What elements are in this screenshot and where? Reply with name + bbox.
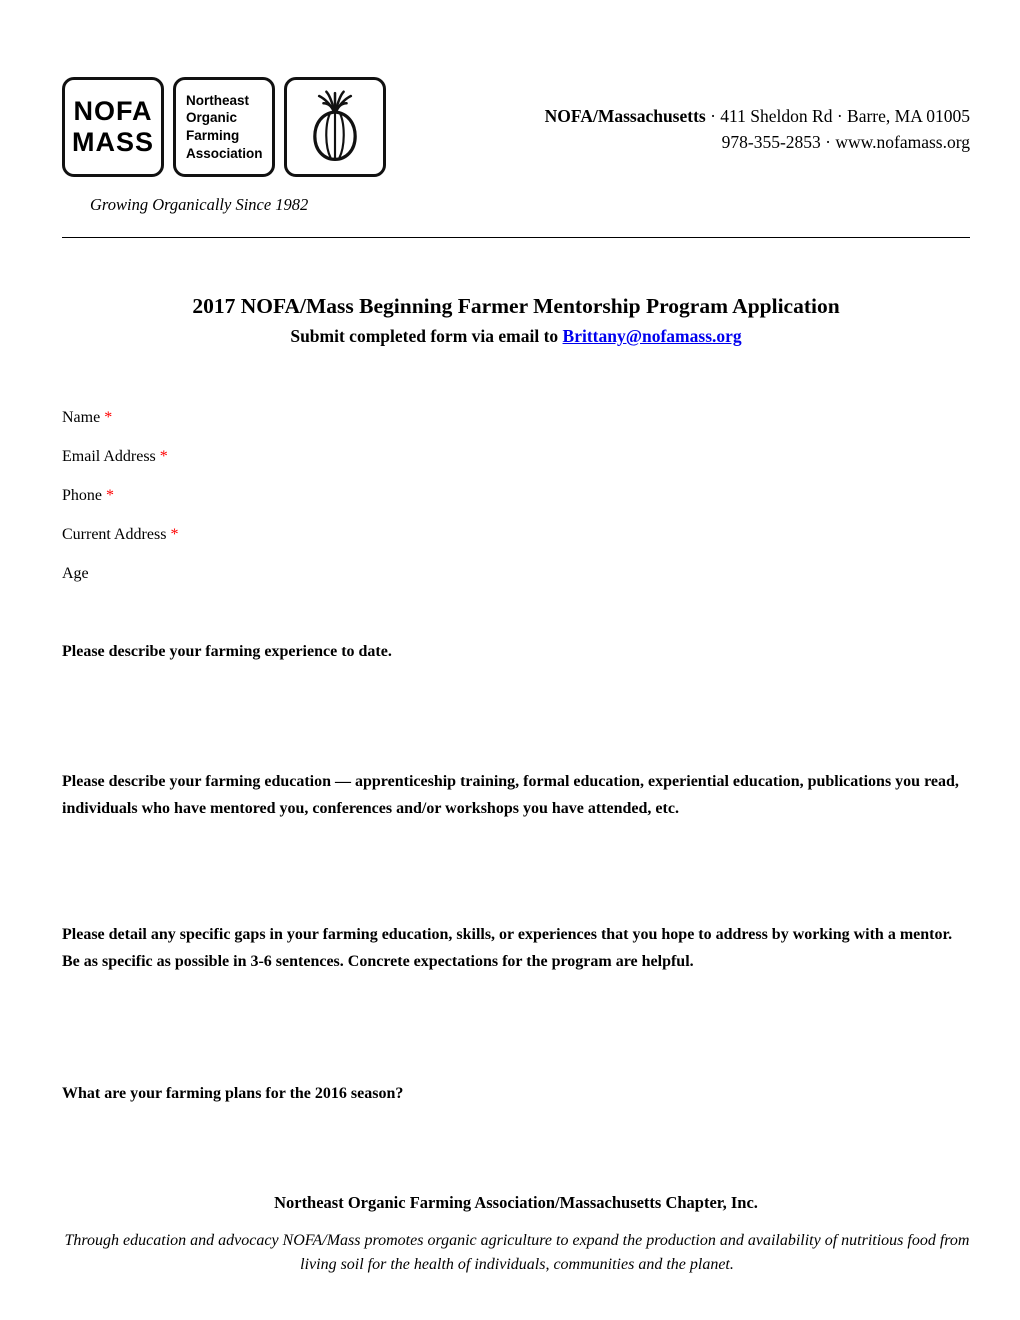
org-address: · 411 Sheldon Rd · Barre, MA 01005 — [705, 106, 970, 126]
org-name: NOFA/Massachusetts — [544, 106, 706, 126]
field-current-address — [62, 526, 970, 544]
logo-text-line: Northeast — [186, 92, 250, 108]
contact-phone-line: 978-355-2853 · www.nofamass.org — [721, 132, 970, 153]
logo-text-line: Farming — [186, 128, 240, 143]
nofa-logo-group — [62, 77, 395, 177]
logo-text-line: Association — [186, 145, 263, 161]
question-education-gaps: Please detail any specific gaps in your farming education, skills, or experiences that you hope to address by working with a mentor. Be as specific as possible in 3-6 sentences. Concrete expectations for the program are helpful. — [62, 926, 953, 970]
field-phone — [62, 487, 970, 505]
contact-block — [545, 103, 970, 156]
field-label: Email Address — [62, 448, 156, 465]
footer-mission-statement: Through education and advocacy NOFA/Mass promotes organic agriculture to expand the production and availability of nutritious food from living soil for the health of individuals, communities and the planet. — [64, 1232, 970, 1274]
submit-instruction — [62, 326, 970, 347]
field-email-address — [62, 448, 970, 466]
onion-logo — [284, 77, 386, 177]
footer-organization: Northeast Organic Farming Association/Massachusetts Chapter, Inc. — [274, 1193, 758, 1213]
applicant-fields — [62, 409, 970, 583]
document-header — [62, 77, 970, 177]
logo-text-line: Organic — [186, 110, 238, 126]
nofa-mass-wordmark — [62, 77, 164, 177]
logo-line-mass: MASS — [71, 127, 154, 157]
question-farming-education: Please describe your farming education — apprenticeship training, formal education, experiential education, publications you read, individuals who have mentored you, conferences and/or workshops you have attended, etc. — [62, 773, 959, 817]
page-title: 2017 NOFA/Mass Beginning Farmer Mentorship Program Application — [192, 294, 840, 318]
question-2016-plans: What are your farming plans for the 2016 season? — [62, 1084, 404, 1102]
field-name — [62, 409, 970, 427]
logo-line-nofa: NOFA — [73, 95, 153, 126]
question-farming-experience: Please describe your farming experience to date. — [62, 643, 392, 660]
required-asterisk: * — [106, 487, 114, 504]
email-link[interactable]: Brittany@nofamass.org — [562, 326, 742, 346]
required-asterisk: * — [104, 409, 113, 426]
required-asterisk: * — [159, 448, 168, 465]
onion-icon — [299, 87, 371, 167]
field-label: Age — [62, 565, 89, 582]
contact-address-line — [545, 103, 970, 129]
header-divider — [62, 237, 970, 238]
required-asterisk: * — [170, 526, 179, 543]
submit-instruction-text: Submit completed form via email to — [290, 326, 563, 346]
field-label: Phone — [62, 487, 102, 504]
field-age — [62, 565, 970, 583]
field-label: Name — [62, 409, 101, 426]
field-label: Current Address — [62, 526, 167, 543]
nofa-fullname-logo — [173, 77, 275, 177]
tagline: Growing Organically Since 1982 — [90, 195, 309, 214]
